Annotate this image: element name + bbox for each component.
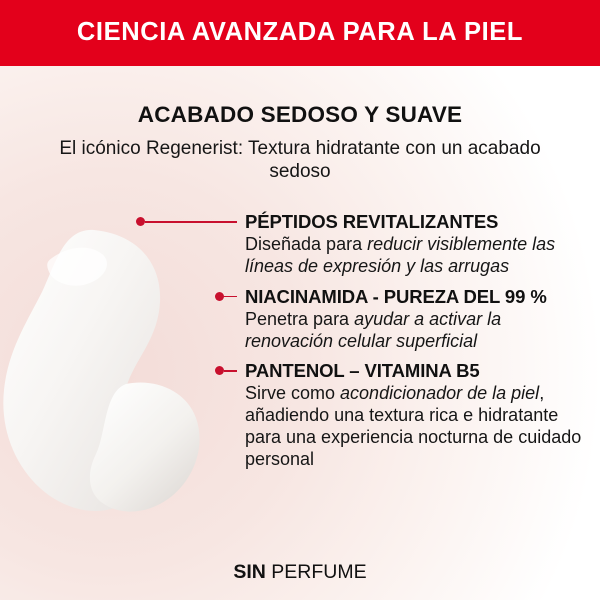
header-banner — [0, 0, 600, 66]
benefit-text-tail: , añadiendo una textura rica e hidratante para una experiencia nocturna de cuidado personal — [245, 383, 582, 470]
benefit-description — [245, 309, 588, 353]
benefit-item — [0, 360, 600, 471]
fragrance-free-rest: PERFUME — [265, 561, 367, 583]
benefit-text-emphasis: acondicionador de la piel — [340, 383, 540, 404]
bullet-dot-icon — [215, 366, 224, 375]
benefit-description — [245, 234, 588, 278]
leader-line-icon — [224, 370, 237, 372]
bullet-dot-icon — [136, 217, 145, 226]
benefit-text-emphasis: ayudar a activar la renovación celular superficial — [245, 308, 502, 351]
page-title: ACABADO SEDOSO Y SUAVE — [137, 102, 463, 127]
benefit-item — [0, 211, 600, 278]
fragrance-free-note — [0, 561, 600, 584]
connector-line-icon — [0, 211, 245, 233]
benefit-description — [245, 383, 588, 471]
bullet-dot-icon — [215, 292, 224, 301]
leader-line-icon — [145, 221, 237, 223]
connector-line-icon — [0, 360, 245, 382]
benefit-text-lead: Diseñada para — [245, 233, 368, 254]
benefit-text-emphasis: reducir visiblemente las líneas de expresión y las arrugas — [245, 233, 556, 276]
content-area — [0, 66, 600, 600]
benefit-title: PANTENOL – VITAMINA B5 — [245, 360, 480, 382]
benefit-title: NIACINAMIDA - PUREZA DEL 99 % — [245, 285, 547, 307]
connector-line-icon — [0, 286, 245, 308]
benefit-text-lead: Penetra para — [245, 308, 355, 329]
banner-title: CIENCIA AVANZADA PARA LA PIEL — [76, 18, 524, 47]
benefit-item — [0, 286, 600, 353]
benefit-text-lead: Sirve como — [245, 383, 341, 404]
page-subtitle: El icónico Regenerist: Textura hidratante con un acabado sedoso — [59, 138, 541, 183]
fragrance-free-strong: SIN — [233, 561, 266, 583]
benefit-list — [0, 211, 600, 479]
benefit-title: PÉPTIDOS REVITALIZANTES — [245, 211, 499, 232]
leader-line-icon — [224, 296, 237, 298]
